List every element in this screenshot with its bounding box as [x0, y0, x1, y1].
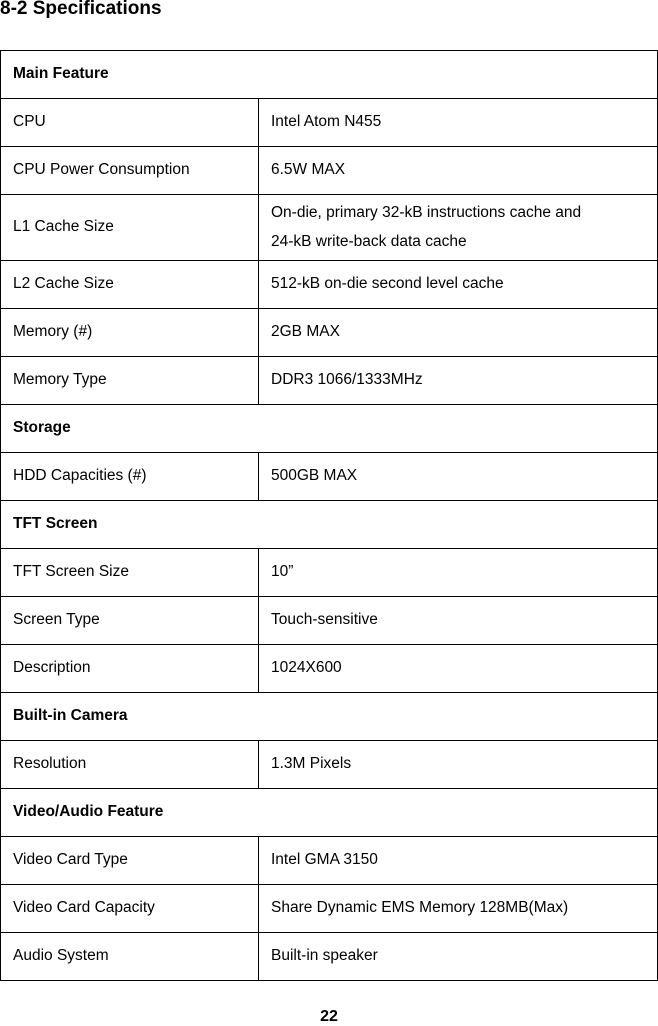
spec-value-line-2: 24-kB write-back data cache [271, 232, 467, 250]
table-row [1, 309, 658, 357]
spec-label: HDD Capacities (#) [1, 453, 259, 501]
spec-value: Intel GMA 3150 [259, 837, 658, 885]
spec-label: Memory (#) [1, 309, 259, 357]
page-number: 22 [320, 1008, 338, 1025]
section-row [1, 693, 658, 741]
table-row [1, 99, 658, 147]
spec-label: CPU [1, 99, 259, 147]
spec-value: 1024X600 [259, 645, 658, 693]
spec-label: L2 Cache Size [1, 261, 259, 309]
spec-label: Video Card Capacity [1, 885, 259, 933]
table-row [1, 837, 658, 885]
page-title: 8-2 Specifications [0, 0, 162, 19]
section-row [1, 51, 658, 99]
spec-value: 512-kB on-die second level cache [259, 261, 658, 309]
section-heading: Built-in Camera [1, 693, 658, 741]
spec-value-line-1: On-die, primary 32-kB instructions cache and [271, 203, 582, 221]
spec-value: DDR3 1066/1333MHz [259, 357, 658, 405]
spec-label: Resolution [1, 741, 259, 789]
table-row [1, 357, 658, 405]
section-heading: TFT Screen [1, 501, 658, 549]
section-row [1, 405, 658, 453]
section-row [1, 789, 658, 837]
table-row [1, 453, 658, 501]
spec-value: Built-in speaker [259, 933, 658, 981]
spec-label: CPU Power Consumption [1, 147, 259, 195]
table-row [1, 195, 658, 261]
spec-value: 1.3M Pixels [259, 741, 658, 789]
table-row [1, 549, 658, 597]
table-row [1, 933, 658, 981]
table-row [1, 741, 658, 789]
table-row [1, 885, 658, 933]
section-heading: Storage [1, 405, 658, 453]
specifications-table [0, 50, 658, 981]
spec-label: Audio System [1, 933, 259, 981]
spec-label: Video Card Type [1, 837, 259, 885]
spec-value: Touch-sensitive [259, 597, 658, 645]
spec-value: 10” [259, 549, 658, 597]
spec-label: Memory Type [1, 357, 259, 405]
spec-value: Intel Atom N455 [259, 99, 658, 147]
section-heading: Main Feature [1, 51, 658, 99]
spec-value [259, 195, 658, 261]
table-row [1, 597, 658, 645]
spec-value: Share Dynamic EMS Memory 128MB(Max) [259, 885, 658, 933]
table-row [1, 645, 658, 693]
table-row [1, 147, 658, 195]
section-heading: Video/Audio Feature [1, 789, 658, 837]
spec-value: 6.5W MAX [259, 147, 658, 195]
section-row [1, 501, 658, 549]
spec-label: Screen Type [1, 597, 259, 645]
spec-value: 2GB MAX [259, 309, 658, 357]
spec-label: TFT Screen Size [1, 549, 259, 597]
spec-label: Description [1, 645, 259, 693]
table-row [1, 261, 658, 309]
spec-label: L1 Cache Size [1, 195, 259, 261]
spec-value: 500GB MAX [259, 453, 658, 501]
